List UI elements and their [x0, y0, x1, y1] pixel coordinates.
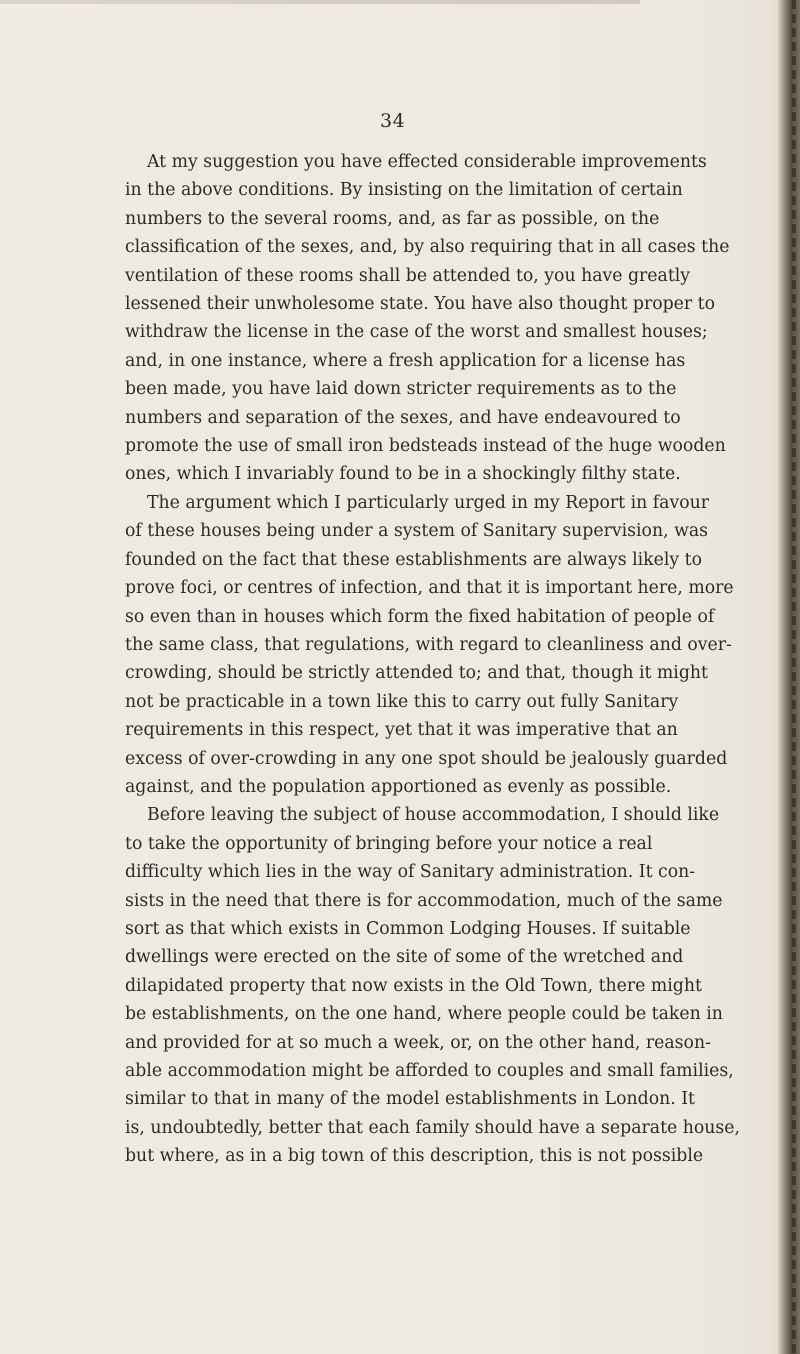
page-number: 34	[380, 110, 406, 132]
body-text	[125, 148, 745, 1171]
paragraph-1: At my suggestion you have effected considerable improvements in the above conditions. By insisting on the limitation of certain numbers to the several rooms, and, as far as possible, on the classification of the sexes, and, by also requiring that in all cases the ventilation of these rooms shall be attended to, you have greatly lessened their unwholesome state. You have also thought proper to withdraw the license in the case of the worst and smallest houses; and, in one instance, where a fresh application for a license has been made, you have laid down stricter requirements as to the numbers and separation of the sexes, and have endeavoured to promote the use of small iron bedsteads instead of the huge wooden ones, which I invariably found to be in a shockingly filthy state.	[125, 152, 730, 485]
paragraph-2: The argument which I particularly urged in my Report in favour of these houses being under a system of Sanitary supervision, was founded on the fact that these establishments are always likely to prove foci, or centres of infection, and that it is important here, more so even than in houses which form the fixed habitation of people of the same class, that regulations, with regard to cleanliness and over- crowding, should be strictly attended to; and that, though it might not be practicable in a town like this to carry out fully Sanitary requirements in this respect, yet that it was imperative that an excess of over-crowding in any one spot should be jealously guarded against, and the population apportioned as evenly as possible.	[125, 492, 734, 797]
paragraph-3: Before leaving the subject of house accommodation, I should like to take the opportunity of bringing before your notice a real difficulty which lies in the way of Sanitary administration. It con- sists in the need that there is for accommodation, much of the same sort as that which exists in Common Lodging Houses. If suitable dwellings were erected on the site of some of the wretched and dilapidated property that now exists in the Old Town, there might be establishments, on the one hand, where people could be taken in and provided for at so much a week, or, on the other hand, reason- able accommodation might be afforded to couples and small families, similar to that in many of the model establishments in London. It is, undoubtedly, better that each family should have a separate house, but where, as in a big town of this description, this is not possible	[125, 805, 740, 1167]
book-spine-edge	[778, 0, 800, 1354]
page-top-edge	[0, 0, 640, 4]
